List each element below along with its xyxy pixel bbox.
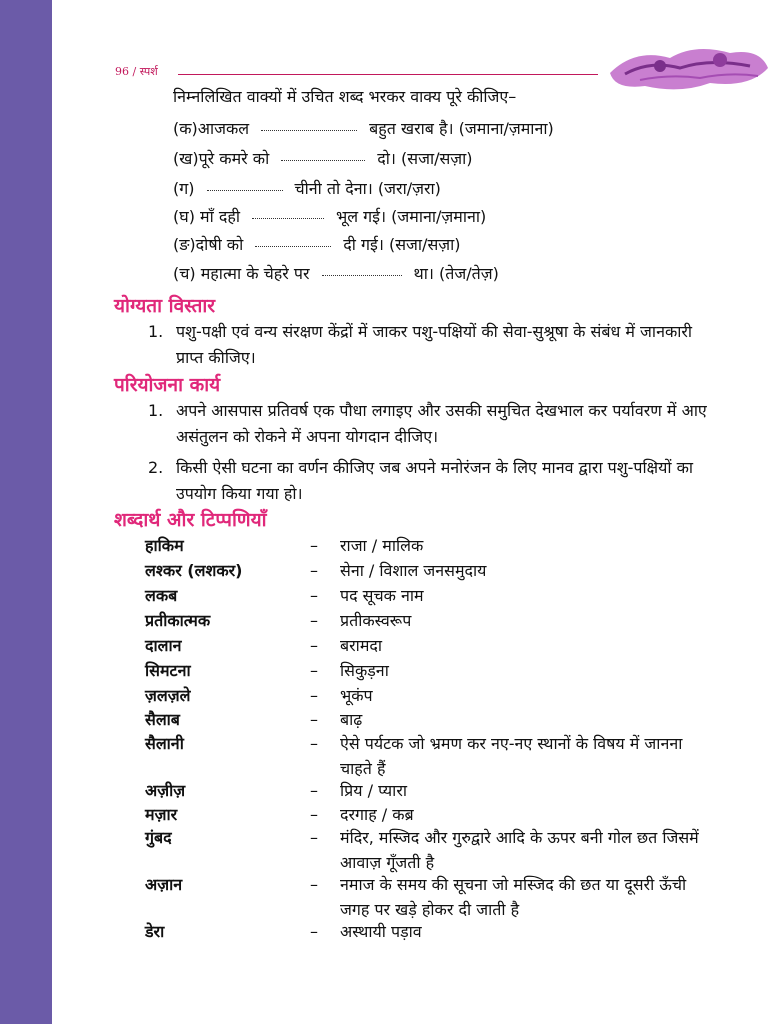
exercise-item: (घ) माँ दही भूल गई। (जमाना/ज़माना) xyxy=(173,207,487,226)
header-rule xyxy=(178,74,598,75)
exercise-instruction: निम्नलिखित वाक्यों में उचित शब्द भरकर वाक्य पूरे कीजिए– xyxy=(173,87,517,106)
exercise-item: (च) महात्मा के चेहरे पर था। (तेज/तेज़) xyxy=(173,264,499,283)
exercise-item: (ङ)दोषी को दी गई। (सजा/सज़ा) xyxy=(173,235,461,254)
list-item: 1. अपने आसपास प्रतिवर्ष एक पौधा लगाइए और उसकी समुचित देखभाल कर पर्यावरण में आए असंतुलन को रोकने में अपना योगदान दीजिए। xyxy=(148,401,707,446)
section-heading-pariyojana: परियोजना कार्य xyxy=(114,374,221,396)
section-heading-yogyata: योग्यता विस्तार xyxy=(114,295,216,317)
side-color-bar xyxy=(0,0,52,1024)
header-decoration-image xyxy=(600,28,770,98)
page-header-label: 96 / स्पर्श xyxy=(115,65,158,78)
exercise-item: (ग) चीनी तो देना। (जरा/ज़रा) xyxy=(173,179,441,198)
list-item: 1. पशु-पक्षी एवं वन्य संरक्षण केंद्रों में जाकर पशु-पक्षियों की सेवा-सुश्रूषा के संबंध में जानकारी प्राप्त कीजिए। xyxy=(148,322,693,367)
list-item: 2. किसी ऐसी घटना का वर्णन कीजिए जब अपने मनोरंजन के लिए मानव द्वारा पशु-पक्षियों का उपयोग किया गया हो। xyxy=(148,458,694,503)
section-heading-glossary: शब्दार्थ और टिप्पणियाँ xyxy=(114,509,267,531)
exercise-item: (क)आजकल बहुत खराब है। (जमाना/ज़माना) xyxy=(173,119,554,138)
exercise-item: (ख)पूरे कमरे को दो। (सजा/सज़ा) xyxy=(173,149,473,168)
